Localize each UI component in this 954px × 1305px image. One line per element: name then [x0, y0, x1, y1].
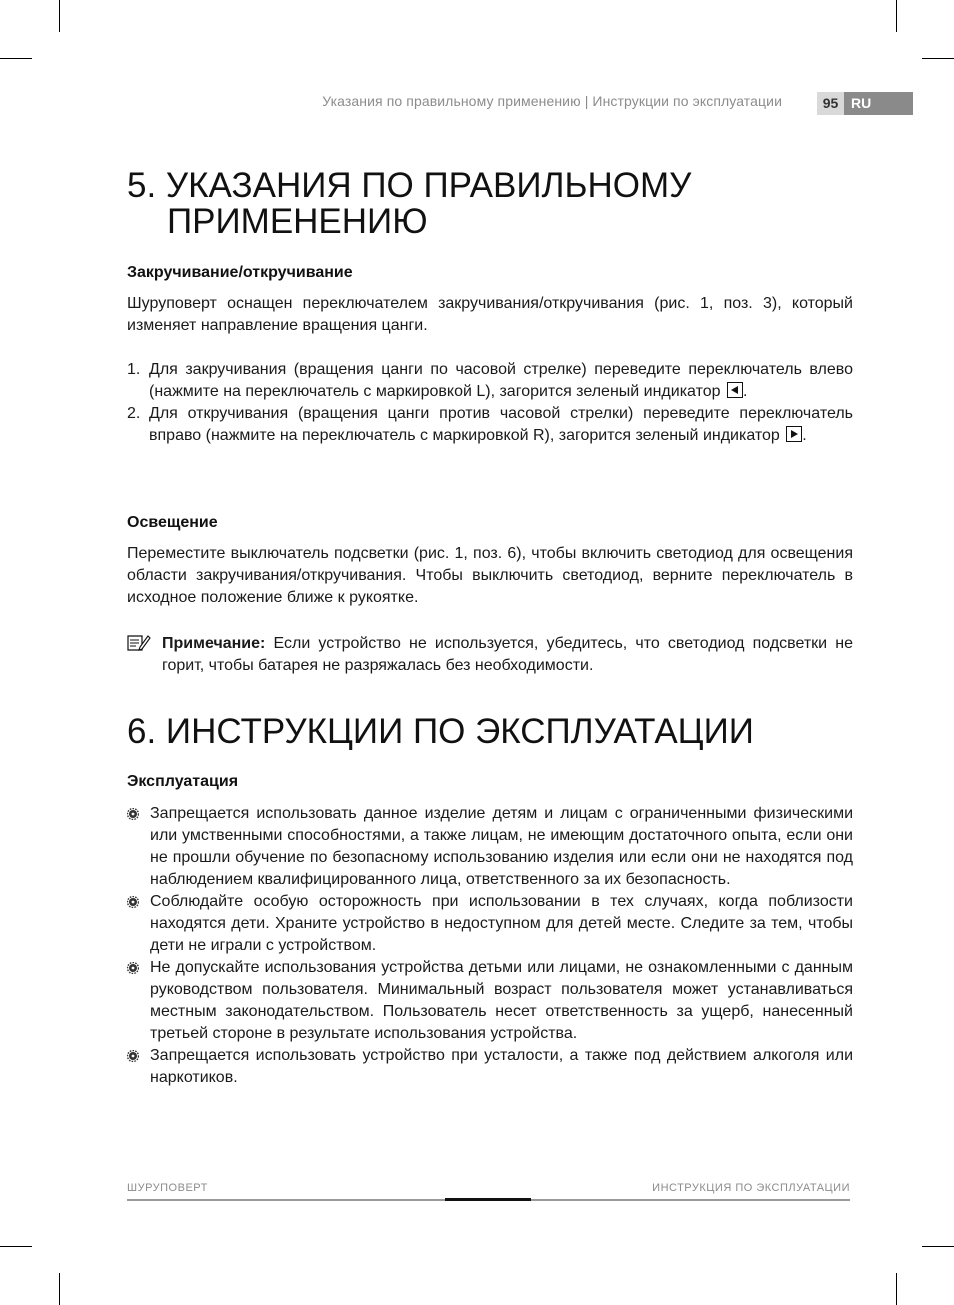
note-label: Примечание:: [162, 635, 266, 652]
bullet-text: Не допускайте использования устройства детьми или лицами, не ознакомленными с данным руководством пользователя. Минимальный возраст пользователя может устанавливаться местным законодательством. Пользователь несет ответственность за ущерб, нанесенный третьей стороне в результате использования устройства.: [150, 959, 853, 1042]
note-pencil-icon: [127, 634, 151, 652]
crop-mark: [0, 58, 32, 59]
list-number: 1.: [127, 361, 141, 378]
note-text: [162, 633, 853, 677]
bullet-text: Соблюдайте особую осторожность при использовании в тех случаях, когда поблизости находятся дети. Храните устройство в недоступном для детей месте. Следите за тем, чтобы дети не играли с устройством.: [150, 893, 853, 954]
paragraph-screwing: Шуруповерт оснащен переключателем закручивания/откручивания (рис. 1, поз. 3), который изменяет направление вращения цанги.: [127, 295, 853, 334]
language-badge: RU: [844, 92, 913, 115]
bullet-text: Запрещается использовать данное изделие детям и лицам с ограниченными физическими или умственными способностями, а также лицам, не имеющим достаточного опыта, если они не прошли обучение по безопасному использованию изделия или если они не находятся под наблюдением квалифицированного лица, ответственного за их безопасность.: [150, 805, 853, 888]
list-item: [127, 957, 853, 1045]
list-item-end: .: [802, 427, 807, 444]
crop-mark: [922, 1246, 954, 1247]
subheading-lighting: Освещение: [127, 514, 218, 531]
note-block: [127, 633, 853, 677]
list-item-text: Для закручивания (вращения цанги по часовой стрелке) переведите переключатель влево (нажмите на переключатель с маркировкой L), загорится зеленый индикатор: [149, 361, 853, 400]
crop-mark: [59, 1273, 60, 1305]
gear-bullet-icon: [127, 896, 139, 908]
section-5-title-line2: ПРИМЕНЕНИЮ: [167, 202, 428, 241]
section-5-title: [127, 168, 691, 240]
crop-mark: [896, 1273, 897, 1305]
gear-bullet-icon: [127, 808, 139, 820]
page-number: 95: [817, 92, 844, 115]
list-item: [127, 1045, 853, 1089]
subheading-screwing: Закручивание/откручивание: [127, 264, 353, 281]
footer-doc-type: ИНСТРУКЦИЯ ПО ЭКСПЛУАТАЦИИ: [652, 1182, 850, 1194]
section-6-title: 6. ИНСТРУКЦИИ ПО ЭКСПЛУАТАЦИИ: [127, 712, 754, 751]
note-body: Если устройство не используется, убедитесь, что светодиод подсветки не горит, чтобы батарея не разряжалась без необходимости.: [162, 635, 853, 674]
gear-bullet-icon: [127, 1050, 139, 1062]
list-item: [127, 359, 853, 403]
list-item-end: .: [743, 383, 748, 400]
subheading-operation: Эксплуатация: [127, 773, 239, 790]
list-number: 2.: [127, 405, 141, 422]
list-item: [127, 803, 853, 891]
footer-product: ШУРУПОВЕРТ: [127, 1182, 208, 1194]
gear-bullet-icon: [127, 962, 139, 974]
crop-mark: [59, 0, 60, 32]
list-item-text: Для откручивания (вращения цанги против часовой стрелки) переведите переключатель вправо (нажмите на переключатель с маркировкой R), загорится зеленый индикатор: [149, 405, 853, 444]
page-tab: [817, 92, 913, 115]
crop-mark: [0, 1246, 32, 1247]
list-item: [127, 403, 853, 447]
crop-mark: [922, 58, 954, 59]
safety-bullet-list: [127, 803, 853, 1089]
crop-mark: [896, 0, 897, 32]
bullet-text: Запрещается использовать устройство при усталости, а также под действием алкоголя или наркотиков.: [150, 1047, 853, 1086]
paragraph-lighting: Переместите выключатель подсветки (рис. 1, поз. 6), чтобы включить светодиод для освещения области закручивания/откручивания. Чтобы выключить светодиод, верните переключатель в исходное положение ближе к рукоятке.: [127, 545, 853, 606]
running-header: Указания по правильному применению | Инструкции по эксплуатации: [322, 93, 782, 109]
section-5-title-line1: 5. УКАЗАНИЯ ПО ПРАВИЛЬНОМУ: [127, 166, 692, 205]
list-item: [127, 891, 853, 957]
triangle-left-icon: [727, 382, 743, 398]
triangle-right-icon: [786, 426, 802, 442]
footer-rule-accent: [445, 1198, 531, 1201]
direction-list: [127, 359, 853, 447]
